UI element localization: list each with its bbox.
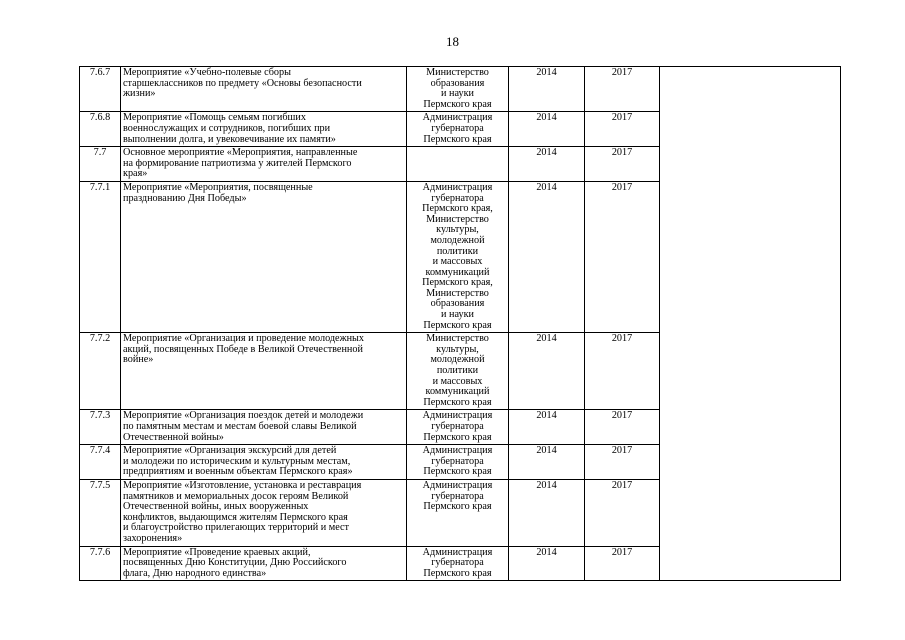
executor-line: политики [436, 245, 479, 257]
responsible-executor [407, 546, 509, 581]
activity-description [121, 147, 407, 182]
activity-description [121, 181, 407, 332]
executor-line: коммуникаций [425, 386, 490, 398]
end-year: 2017 [585, 112, 660, 147]
description-line: Мероприятие «Проведение краевых акций, [123, 546, 311, 558]
executor-line: Пермского края, [422, 203, 493, 215]
start-year: 2014 [509, 410, 585, 445]
executor-line: Пермского края [423, 431, 492, 443]
table-row [80, 67, 841, 112]
executor-line: Администрация [422, 410, 493, 422]
executor-line: Министерство [426, 333, 489, 345]
empty-column [660, 67, 841, 581]
description-line: Мероприятие «Организация и проведение молодежных [123, 333, 364, 345]
end-year: 2017 [585, 445, 660, 480]
executor-line: губернатора [431, 557, 484, 569]
executor-line: молодежной [430, 234, 485, 246]
activity-description [121, 546, 407, 581]
responsible-executor [407, 333, 509, 410]
start-year: 2014 [509, 67, 585, 112]
end-year: 2017 [585, 147, 660, 182]
executor-line: губернатора [431, 192, 484, 204]
activity-description [121, 333, 407, 410]
description-line: предприятиям и военным объектам Пермского края» [123, 466, 353, 478]
description-line: войне» [123, 354, 154, 366]
responsible-executor [407, 445, 509, 480]
executor-line: и науки [441, 309, 474, 321]
executor-line: Министерство [426, 287, 489, 299]
executor-line: Администрация [422, 112, 493, 124]
description-line: празднованию Дня Победы» [123, 192, 247, 204]
start-year: 2014 [509, 479, 585, 546]
activity-description [121, 67, 407, 112]
executor-line: культуры, [436, 224, 479, 236]
description-line: Отечественной войны» [123, 431, 224, 443]
description-line: выполнении долга, и увековечивание их памяти» [123, 133, 336, 145]
description-line: Мероприятие «Организация поездок детей и молодежи [123, 410, 364, 422]
row-number: 7.6.7 [80, 67, 121, 112]
description-line: Отечественной войны, иных вооруженных [123, 501, 309, 513]
executor-line: Администрация [422, 445, 493, 457]
executor-line: молодежной [430, 354, 485, 366]
start-year: 2014 [509, 181, 585, 332]
executor-line: Администрация [422, 479, 493, 491]
activity-description [121, 410, 407, 445]
description-line: и благоустройство прилегающих территорий и мест [123, 522, 349, 534]
row-number: 7.7.6 [80, 546, 121, 581]
executor-line: образования [430, 298, 485, 310]
executor-line: губернатора [431, 490, 484, 502]
start-year: 2014 [509, 333, 585, 410]
description-line: флага, Дню народного единства» [123, 567, 267, 579]
responsible-executor [407, 112, 509, 147]
description-line: жизни» [123, 88, 156, 100]
description-line: Мероприятие «Учебно-полевые сборы [123, 67, 291, 78]
description-line: на формирование патриотизма у жителей Пермского [123, 157, 352, 169]
executor-line: политики [436, 365, 479, 377]
row-number: 7.7.2 [80, 333, 121, 410]
executor-line: Администрация [422, 546, 493, 558]
executor-line: губернатора [431, 122, 484, 134]
description-line: памятников и мемориальных досок героям Великой [123, 490, 349, 502]
description-line: Мероприятие «Изготовление, установка и реставрация [123, 479, 362, 491]
description-line: конфликтов, выдающимся жителям Пермского края [123, 511, 348, 523]
row-number: 7.6.8 [80, 112, 121, 147]
executor-line: губернатора [431, 421, 484, 432]
executor-line: Администрация [422, 181, 493, 193]
executor-line: Пермского края [423, 466, 492, 478]
activity-description [121, 445, 407, 480]
executor-line: Пермского края [423, 396, 492, 408]
row-number: 7.7.1 [80, 181, 121, 332]
executor-line: Пермского края [423, 567, 492, 579]
description-line: по памятным местам и местам боевой славы Великой [123, 421, 357, 432]
start-year: 2014 [509, 546, 585, 581]
program-activities-table [79, 66, 841, 581]
executor-line: Министерство [426, 213, 489, 225]
responsible-executor [407, 410, 509, 445]
executor-line: Министерство [426, 67, 489, 78]
executor-line: и науки [441, 88, 474, 100]
description-line: посвященных Дню Конституции, Дню Российского [123, 557, 347, 569]
description-line: Мероприятие «Мероприятия, посвященные [123, 181, 313, 193]
row-number: 7.7.3 [80, 410, 121, 445]
row-number: 7.7 [80, 147, 121, 182]
description-line: акций, посвященных Победе в Великой Отечественной [123, 343, 363, 355]
description-line: захоронения» [123, 532, 183, 544]
start-year: 2014 [509, 112, 585, 147]
end-year: 2017 [585, 410, 660, 445]
start-year: 2014 [509, 445, 585, 480]
executor-line: образования [430, 77, 485, 89]
executor-line: губернатора [431, 455, 484, 467]
executor-line: коммуникаций [425, 266, 490, 278]
end-year: 2017 [585, 67, 660, 112]
executor-line: Пермского края [423, 501, 492, 513]
description-line: края» [123, 168, 148, 180]
executor-line: Пермского края [423, 319, 492, 331]
description-line: и молодежи по историческим и культурным местам, [123, 455, 351, 467]
executor-line: и массовых [432, 375, 483, 387]
executor-line: Пермского края, [422, 277, 493, 289]
responsible-executor [407, 181, 509, 332]
description-line: Основное мероприятие «Мероприятия, направленные [123, 147, 358, 159]
executor-line: и массовых [432, 256, 483, 268]
end-year: 2017 [585, 181, 660, 332]
end-year: 2017 [585, 479, 660, 546]
responsible-executor [407, 67, 509, 112]
description-line: военнослужащих и сотрудников, погибших при [123, 122, 331, 134]
activity-description [121, 112, 407, 147]
executor-line: Пермского края [423, 98, 492, 110]
end-year: 2017 [585, 333, 660, 410]
page-number: 18 [446, 34, 459, 49]
activity-description [121, 479, 407, 546]
executor-line: культуры, [436, 343, 479, 355]
description-line: старшеклассников по предмету «Основы безопасности [123, 77, 362, 89]
responsible-executor [407, 479, 509, 546]
row-number: 7.7.5 [80, 479, 121, 546]
description-line: Мероприятие «Помощь семьям погибших [123, 112, 306, 124]
executor-line: Пермского края [423, 133, 492, 145]
start-year: 2014 [509, 147, 585, 182]
end-year: 2017 [585, 546, 660, 581]
responsible-executor [407, 147, 509, 182]
row-number: 7.7.4 [80, 445, 121, 480]
description-line: Мероприятие «Организация экскурсий для детей [123, 445, 337, 457]
